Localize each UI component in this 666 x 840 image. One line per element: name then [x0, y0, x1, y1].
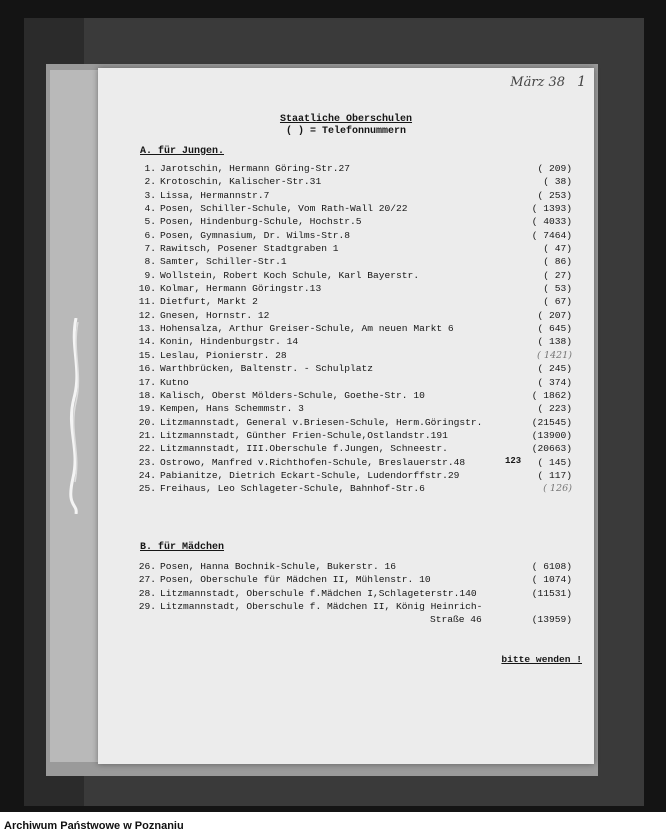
item-number: 5. — [144, 216, 156, 228]
phone-number: ( 209) — [537, 163, 572, 174]
item-number: 27. — [138, 574, 156, 586]
list-item — [136, 389, 572, 402]
list-item — [136, 189, 572, 202]
list-item — [136, 295, 572, 308]
school-address: Konin, Hindenburgstr. 14 — [160, 336, 299, 348]
handwritten-note-123: 123 — [505, 456, 522, 466]
phone-number: ( 253) — [537, 189, 572, 201]
list-item — [136, 175, 572, 188]
margin-page-number: 1 — [577, 74, 586, 90]
item-number: 13. — [138, 323, 156, 335]
phone-number: ( 207) — [537, 309, 572, 321]
item-number: 25. — [138, 483, 156, 495]
item-number: 9. — [144, 269, 156, 281]
list-item — [136, 349, 572, 362]
school-address: Posen, Oberschule für Mädchen II, Mühlenstr. 10 — [160, 574, 431, 586]
boys-school-list — [136, 162, 572, 496]
school-address: Krotoschin, Kalischer-Str.31 — [160, 176, 322, 188]
school-address: Kempen, Hans Schemmstr. 3 — [160, 403, 304, 415]
item-number: 15. — [138, 349, 156, 361]
item-number: 23. — [138, 456, 156, 468]
section-girls-heading: B. für Mädchen — [140, 542, 225, 553]
item-number: 19. — [138, 403, 156, 415]
item-number: 6. — [144, 229, 156, 241]
list-item — [136, 482, 572, 495]
list-item — [136, 255, 572, 268]
phone-number: ( 1862) — [531, 389, 572, 401]
phone-number: ( 117) — [537, 469, 572, 481]
list-item — [136, 282, 572, 295]
item-number: 22. — [138, 443, 156, 455]
school-address: Kalisch, Oberst Mölders-Schule, Goethe-Str. 10 — [160, 389, 425, 401]
item-number: 1. — [144, 163, 156, 174]
school-address: Litzmannstadt, III.Oberschule f.Jungen, Schneestr. — [160, 443, 448, 455]
school-address: Hohensalza, Arthur Greiser-Schule, Am neuen Markt 6 — [160, 323, 454, 335]
list-item — [136, 573, 572, 586]
item-number: 28. — [138, 587, 156, 599]
school-address: Posen, Gymnasium, Dr. Wilms-Str.8 — [160, 229, 350, 241]
phone-number: (13959) — [531, 614, 572, 626]
school-address: Samter, Schiller-Str.1 — [160, 256, 287, 268]
item-number: 21. — [138, 429, 156, 441]
item-number: 4. — [144, 203, 156, 215]
list-item — [136, 309, 572, 322]
phone-number: ( 223) — [537, 403, 572, 415]
phone-number: (11531) — [531, 587, 572, 599]
phone-number: ( 1074) — [531, 574, 572, 586]
item-number: 10. — [138, 283, 156, 295]
list-item — [136, 600, 572, 613]
school-address: Rawitsch, Posener Stadtgraben 1 — [160, 243, 339, 255]
item-number: 3. — [144, 189, 156, 201]
list-item — [136, 362, 572, 375]
list-item — [136, 335, 572, 348]
item-number: 14. — [138, 336, 156, 348]
list-item — [136, 442, 572, 455]
phone-number: ( 27) — [543, 269, 572, 281]
school-address: Freihaus, Leo Schlageter-Schule, Bahnhof-Str.6 — [160, 483, 425, 495]
phone-number: ( 645) — [537, 323, 572, 335]
phone-number: ( 126) — [543, 483, 572, 495]
phone-number: ( 7464) — [531, 229, 572, 241]
item-number: 2. — [144, 176, 156, 188]
phone-number: (21545) — [531, 416, 572, 428]
item-number: 18. — [138, 389, 156, 401]
list-item — [136, 322, 572, 335]
item-number: 20. — [138, 416, 156, 428]
school-address: Dietfurt, Markt 2 — [160, 296, 258, 308]
phone-number: ( 245) — [537, 363, 572, 375]
list-item — [136, 215, 572, 228]
item-number: 29. — [138, 601, 156, 613]
list-item — [136, 242, 572, 255]
school-address: Gnesen, Hornstr. 12 — [160, 309, 270, 321]
archive-footer: Archiwum Państwowe w Poznaniu — [0, 812, 666, 840]
phone-number: ( 6108) — [531, 561, 572, 572]
list-item — [136, 560, 572, 573]
list-item — [136, 269, 572, 282]
list-item — [136, 402, 572, 415]
school-address: Litzmannstadt, Günther Frien-Schule,Ostlandstr.191 — [160, 429, 448, 441]
item-number: 16. — [138, 363, 156, 375]
girls-school-list — [136, 560, 572, 627]
binding-string — [68, 318, 84, 514]
school-address: Leslau, Pionierstr. 28 — [160, 349, 287, 361]
school-address: Kolmar, Hermann Göringstr.13 — [160, 283, 322, 295]
margin-date: März 38 — [510, 75, 566, 90]
phone-number: (13900) — [531, 429, 572, 441]
continue-note: bitte wenden ! — [501, 654, 582, 665]
handwritten-margin-note — [510, 74, 586, 90]
phone-number: ( 4033) — [531, 216, 572, 228]
list-item — [136, 202, 572, 215]
item-number: 7. — [144, 243, 156, 255]
phone-number: ( 47) — [543, 243, 572, 255]
item-number: 12. — [138, 309, 156, 321]
section-boys-heading: A. für Jungen. — [140, 146, 225, 157]
school-address: Straße 46 — [430, 614, 482, 626]
school-address: Warthbrücken, Baltenstr. - Schulplatz — [160, 363, 374, 375]
phone-number: ( 86) — [543, 256, 572, 268]
school-address: Posen, Schiller-Schule, Vom Rath-Wall 20/22 — [160, 203, 408, 215]
list-item — [136, 587, 572, 600]
school-address: Litzmannstadt, General v.Briesen-Schule, Herm.Göringstr. — [160, 416, 483, 428]
title-legend: ( ) = Telefonnummern — [285, 126, 407, 137]
document-page — [98, 68, 594, 764]
list-item — [136, 229, 572, 242]
school-address: Posen, Hanna Bochnik-Schule, Bukerstr. 16 — [160, 561, 397, 572]
phone-number: ( 1421) — [537, 349, 572, 361]
phone-number: (20663) — [531, 443, 572, 455]
school-address: Kutno — [160, 376, 189, 388]
list-item — [136, 162, 572, 175]
school-address: Litzmannstadt, Oberschule f. Mädchen II, König Heinrich- — [160, 601, 483, 613]
phone-number: ( 67) — [543, 296, 572, 308]
phone-number: ( 145) — [537, 456, 572, 468]
school-address: Litzmannstadt, Oberschule f.Mädchen I,Schlageterstr.140 — [160, 587, 477, 599]
school-address: Lissa, Hermannstr.7 — [160, 189, 270, 201]
item-number: 26. — [138, 561, 156, 572]
school-address: Posen, Hindenburg-Schule, Hochstr.5 — [160, 216, 362, 228]
school-address: Jarotschin, Hermann Göring-Str.27 — [160, 163, 350, 174]
title-line: Staatliche Oberschulen — [279, 114, 413, 125]
list-item — [136, 429, 572, 442]
list-item — [136, 416, 572, 429]
list-item — [136, 469, 572, 482]
phone-number: ( 38) — [543, 176, 572, 188]
item-number: 24. — [138, 469, 156, 481]
school-address: Wollstein, Robert Koch Schule, Karl Bayerstr. — [160, 269, 420, 281]
item-number: 17. — [138, 376, 156, 388]
phone-number: ( 138) — [537, 336, 572, 348]
list-item — [136, 613, 572, 626]
document-title — [98, 114, 594, 138]
item-number: 11. — [138, 296, 156, 308]
phone-number: ( 374) — [537, 376, 572, 388]
school-address: Pabianitze, Dietrich Eckart-Schule, Ludendorffstr.29 — [160, 469, 460, 481]
phone-number: ( 1393) — [531, 203, 572, 215]
list-item — [136, 376, 572, 389]
phone-number: ( 53) — [543, 283, 572, 295]
item-number: 8. — [144, 256, 156, 268]
school-address: Ostrowo, Manfred v.Richthofen-Schule, Breslauerstr.48 — [160, 456, 466, 468]
